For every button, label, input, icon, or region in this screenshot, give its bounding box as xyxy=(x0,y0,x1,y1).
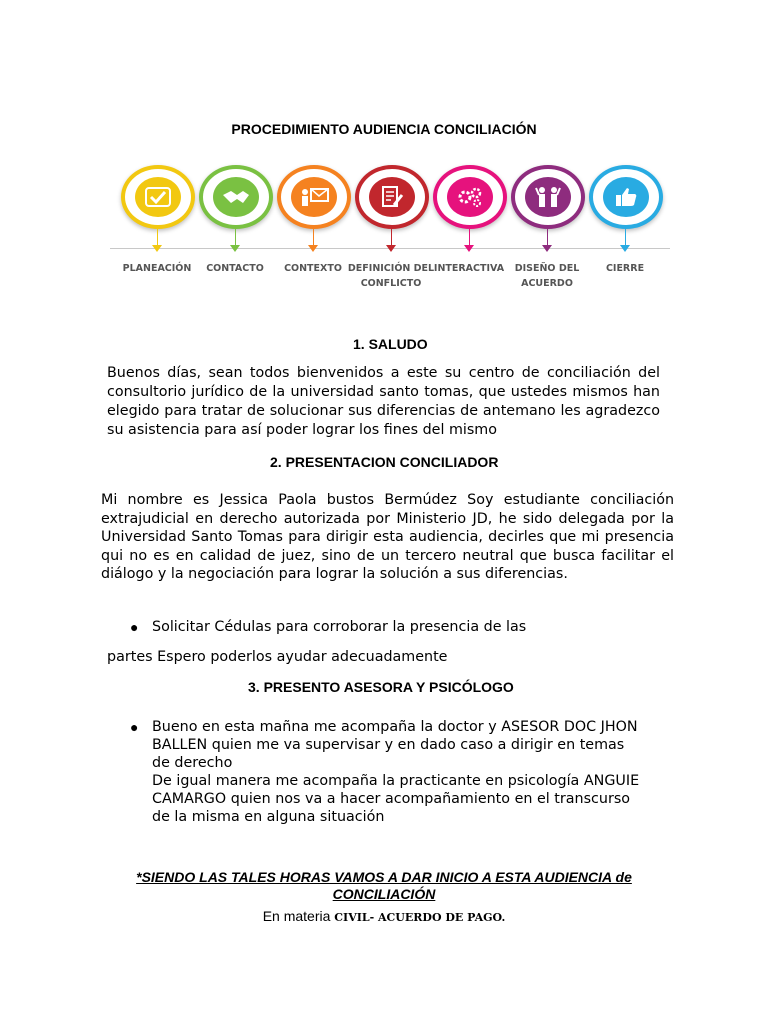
bullet-icon: ● xyxy=(130,719,139,735)
step-arrow xyxy=(230,245,240,252)
checkmark-icon xyxy=(135,177,181,217)
step-planeacion xyxy=(118,163,196,293)
materia-value: CIVIL- ACUERDO DE PAGO. xyxy=(334,911,506,924)
step-label: CONTEXTO xyxy=(284,263,342,274)
step-arrow xyxy=(386,245,396,252)
step-ring xyxy=(433,165,507,229)
asesora-bullet-text: Bueno en esta mañna me acompaña la doctor y ASESOR DOC JHON BALLEN quien me va supervisar y en dado caso a dirigir en temas de derecho De igual manera me acompaña la practicante en psicología ANGUIE CAMARGO quien nos va a hacer acompañamiento en el transcurso de la misma en alguna situación xyxy=(152,719,640,825)
heading-asesora: 3. PRESENTO ASESORA Y PSICÓLOGO xyxy=(248,679,514,695)
materia-line: En materia CIVIL- ACUERDO DE PAGO. xyxy=(262,908,506,924)
heading-presentacion: 2. PRESENTACION CONCILIADOR xyxy=(270,454,499,470)
step-arrow xyxy=(620,245,630,252)
step-interactiva xyxy=(430,163,508,293)
step-ring xyxy=(589,165,663,229)
step-label: INTERACTIVA xyxy=(433,263,505,274)
step-contacto xyxy=(196,163,274,293)
step-contexto xyxy=(274,163,352,293)
gears-icon xyxy=(447,177,493,217)
step-label: DEFINICIÓN DEL CONFLICTO xyxy=(347,263,435,289)
closing-statement: *SIENDO LAS TALES HORAS VAMOS A DAR INICIO A ESTA AUDIENCIA de CONCILIACIÓN xyxy=(136,869,632,902)
step-ring xyxy=(277,165,351,229)
step-label: DISEÑO DEL ACUERDO xyxy=(514,263,580,289)
people-icon xyxy=(525,177,571,217)
presentation-icon xyxy=(291,177,337,217)
saludo-paragraph: Buenos días, sean todos bienvenidos a este su centro de conciliación del consultorio jurídico de la universidad santo tomas, que ustedes mismos han elegido para tratar de solucionar sus diferencias de antemano les agradezco su asistencia para así poder lograr los fines del mismo xyxy=(107,365,660,438)
step-label: CONTACTO xyxy=(206,263,264,274)
step-arrow xyxy=(464,245,474,252)
step-ring xyxy=(355,165,429,229)
thumbs-up-icon xyxy=(603,177,649,217)
step-ring xyxy=(511,165,585,229)
process-steps-diagram xyxy=(110,163,670,293)
step-ring xyxy=(121,165,195,229)
step-arrow xyxy=(308,245,318,252)
presentacion-paragraph: Mi nombre es Jessica Paola bustos Bermúdez Soy estudiante conciliación extrajudicial en derecho autorizada por Ministerio JD, he sido delegada por la Universidad Santo Tomas para dirigir esta audiencia, decirles que mi presencia qui no es en calidad de juez, sino de un tercero neutral que busca facilitar el diálogo y la negociación para lograr la solución a sus diferencias. xyxy=(101,492,674,582)
cedulas-continuation: partes Espero poderlos ayudar adecuadamente xyxy=(107,649,448,665)
cedulas-bullet-text: Solicitar Cédulas para corroborar la presencia de las xyxy=(152,619,527,635)
handshake-icon xyxy=(213,177,259,217)
bullet-icon: ● xyxy=(130,619,139,635)
document-pen-icon xyxy=(369,177,415,217)
step-label: CIERRE xyxy=(605,263,645,274)
page-title: PROCEDIMIENTO AUDIENCIA CONCILIACIÓN xyxy=(231,121,537,137)
step-diseno xyxy=(508,163,586,293)
step-ring xyxy=(199,165,273,229)
step-arrow xyxy=(542,245,552,252)
heading-saludo: 1. SALUDO xyxy=(353,336,428,352)
step-definicion xyxy=(347,163,435,293)
step-cierre xyxy=(586,163,664,293)
step-arrow xyxy=(152,245,162,252)
step-label: PLANEACIÓN xyxy=(122,263,192,274)
